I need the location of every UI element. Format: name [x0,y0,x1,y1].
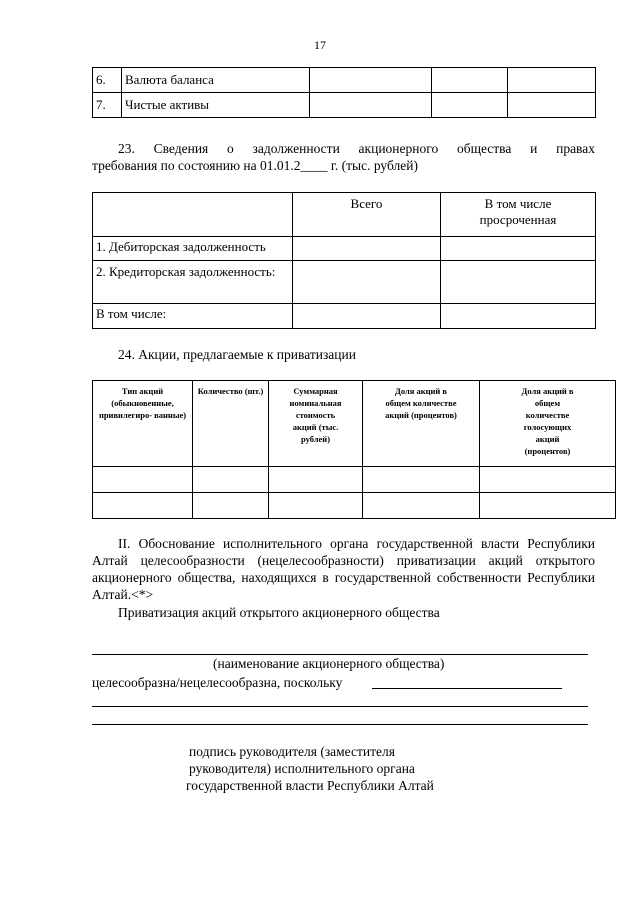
table-cell [441,237,596,261]
column-header: Суммарная номинальная стоимость акций (тыс. рублей) [269,381,363,467]
table-cell [293,261,441,304]
column-header: Всего [293,193,441,237]
signature-caption-line3: государственной власти Республики Алтай [186,778,434,793]
table-cell [269,493,363,519]
balance-table [92,67,596,118]
table-cell [480,467,616,493]
row-label: В том числе: [93,304,293,329]
table-row [93,304,596,329]
table-cell [432,93,508,118]
page-number: 17 [314,38,326,52]
table-cell [508,93,596,118]
table-row [93,93,596,118]
column-header: Доля акций в общем количестве голосующих акций (процентов) [480,381,616,467]
column-header: Доля акций в общем количестве акций (процентов) [363,381,480,467]
section-23-heading-line2: требования по состоянию на 01.01.2____ г. (тыс. рублей) [92,158,418,173]
signature-caption-line2: руководителя) исполнительного органа [189,761,415,776]
table-cell [310,93,432,118]
row-label: Чистые активы [122,93,310,118]
signature-caption-line1: подпись руководителя (заместителя [189,744,395,759]
section-23-heading-line1: 23. Сведения о задолженности акционерного общества и правах [118,141,595,156]
table-cell [193,493,269,519]
column-header: Тип акций (обыкновенные, привилегиро- ванные) [93,381,193,467]
expediency-line: целесообразна/нецелесообразна, поскольку [92,675,343,690]
privatization-line: Приватизация акций открытого акционерного общества [118,605,440,620]
row-number: 6. [93,68,122,93]
org-name-caption: (наименование акционерного общества) [213,656,445,671]
section-24-heading: 24. Акции, предлагаемые к приватизации [118,347,356,362]
table-cell [508,68,596,93]
table-cell [441,261,596,304]
table-cell [310,68,432,93]
table-row [93,261,596,304]
row-label: 2. Кредиторская задолженность: [93,261,293,304]
reason-blank-line [92,706,588,707]
row-number: 7. [93,93,122,118]
table-cell [93,493,193,519]
table-cell [363,467,480,493]
reason-blank-line [372,688,562,689]
table-cell [480,493,616,519]
table-cell [293,237,441,261]
table-row [93,493,616,519]
table-row [93,467,616,493]
row-label: Валюта баланса [122,68,310,93]
table-row [93,237,596,261]
table-header-row [93,193,596,237]
column-header: В том числе просроченная [441,193,596,237]
row-label: 1. Дебиторская задолженность [93,237,293,261]
shares-table [92,380,616,519]
table-cell [441,304,596,329]
table-cell [432,68,508,93]
column-header [93,193,293,237]
table-cell [293,304,441,329]
table-cell [269,467,363,493]
table-cell [363,493,480,519]
debt-table [92,192,596,329]
table-cell [193,467,269,493]
table-row [93,68,596,93]
column-header: Количество (шт.) [193,381,269,467]
table-cell [93,467,193,493]
reason-blank-line [92,724,588,725]
section-2-paragraph: II. Обоснование исполнительного органа государственной власти Республики Алтай целесообразности (нецелесообразности) приватизации акций открытого акционерного общества, находящихся в государственной собственности Республики Алтай.<*> [92,536,595,602]
table-header-row [93,381,616,467]
